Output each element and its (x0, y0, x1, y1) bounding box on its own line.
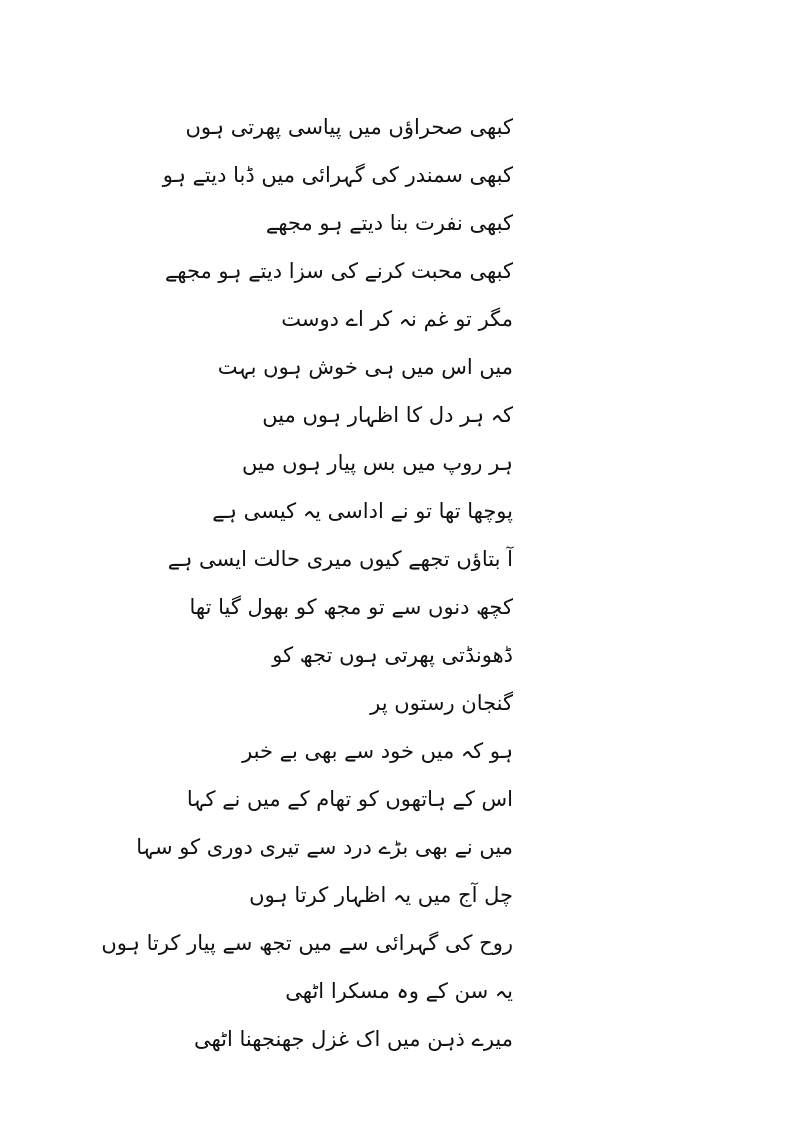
poem-line: کہ ہر دل کا اظہار ہوں میں (262, 403, 513, 427)
poem-line: کبھی سمندر کی گہرائی میں ڈبا دیتے ہو (162, 163, 513, 187)
poem-line: روح کی گہرائی سے میں تجھ سے پیار کرتا ہوں (101, 931, 513, 955)
poem-line: میں نے بھی بڑے درد سے تیری دوری کو سہا (136, 835, 513, 859)
poem (93, 103, 513, 1063)
poem-line: ہر روپ میں بس پیار ہوں میں (241, 451, 513, 475)
poem-line: میرے ذہن میں اک غزل جھنجھنا اٹھی (193, 1027, 513, 1051)
poem-line: پوچھا تھا تو نے اداسی یہ کیسی ہے (212, 499, 513, 523)
poem-line: گنجان رستوں پر (370, 691, 513, 715)
poem-line: کبھی محبت کرنے کی سزا دیتے ہو مجھے (164, 259, 513, 283)
poem-line: میں اس میں ہی خوش ہوں بہت (217, 355, 513, 379)
poem-line: کبھی نفرت بنا دیتے ہو مجھے (265, 211, 513, 235)
poem-line: چل آج میں یہ اظہار کرتا ہوں (249, 883, 513, 907)
poem-line: یہ سن کے وہ مسکرا اٹھی (285, 979, 513, 1003)
poem-line: اس کے ہاتھوں کو تھام کے میں نے کہا (186, 787, 513, 811)
poem-line: مگر تو غم نہ کر اے دوست (281, 307, 513, 331)
poem-line: کچھ دنوں سے تو مجھ کو بھول گیا تھا (189, 595, 513, 619)
poem-line: کبھی صحراؤں میں پیاسی پھرتی ہوں (185, 115, 513, 139)
poem-line: ہو کہ میں خود سے بھی بے خبر (242, 739, 513, 763)
poem-line: ڈھونڈتی پھرتی ہوں تجھ کو (272, 643, 513, 667)
poem-line: آ بتاؤں تجھے کیوں میری حالت ایسی ہے (167, 547, 513, 571)
